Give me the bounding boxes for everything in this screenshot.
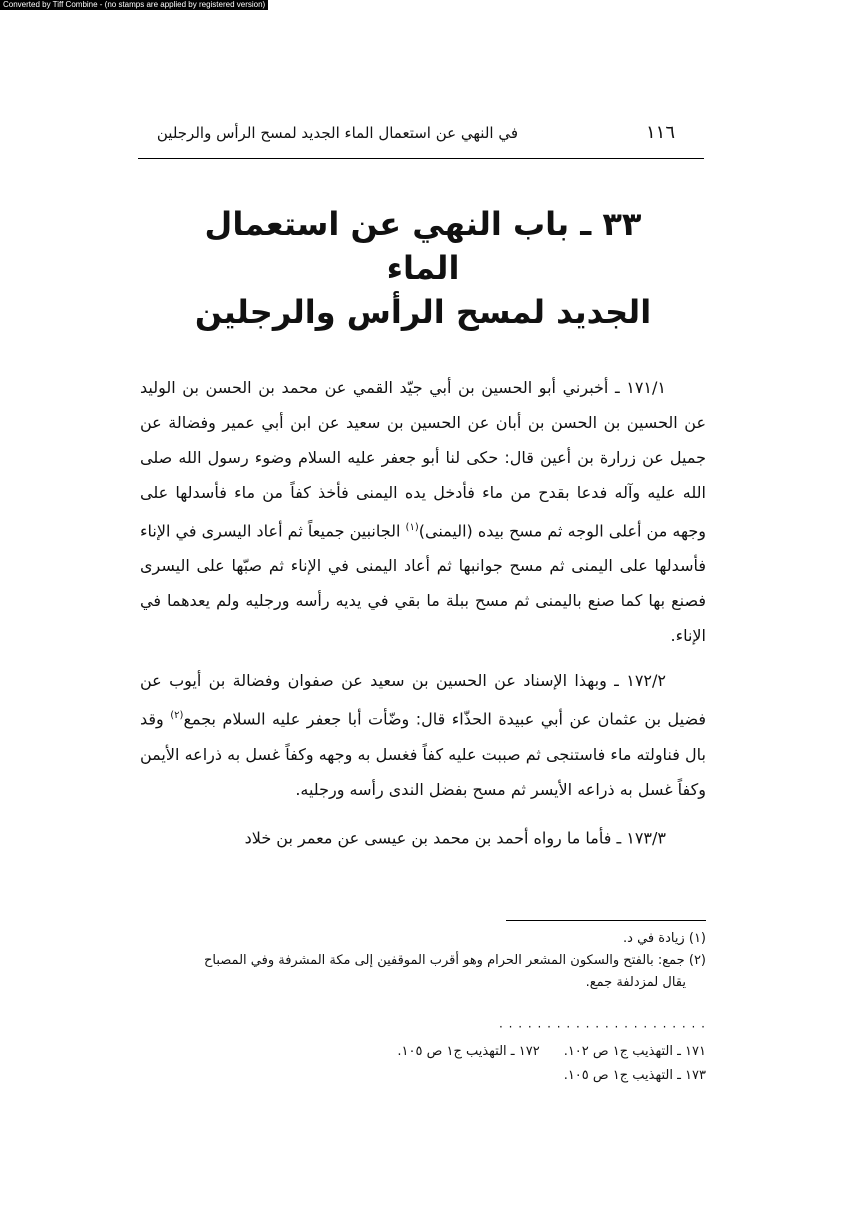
dotted-separator: · · · · · · · · · · · · · · · · · · · · · ·	[498, 1020, 706, 1034]
page-number: ١١٦	[646, 122, 676, 143]
footnote-item	[140, 928, 706, 950]
source-line	[300, 1064, 706, 1088]
footnote-item	[140, 950, 706, 972]
footnote-text: زيادة في د.	[623, 931, 685, 946]
footnote-marker: (١)	[405, 522, 419, 533]
hadith-text: ١٧٣/٣ ـ فأما ما رواه أحمد بن محمد بن عيسى عن معمر بن خلاد	[244, 827, 666, 847]
footnote-number: (٢)	[688, 953, 706, 968]
hadith-paragraph	[140, 663, 706, 806]
footnote-continuation: يقال لمزدلفة جمع.	[585, 975, 686, 990]
header-divider	[138, 158, 704, 159]
chapter-title-line-1: ٣٣ ـ باب النهي عن استعمال الماء	[204, 205, 642, 287]
main-text	[140, 370, 706, 865]
hadith-paragraph	[140, 370, 706, 653]
conversion-watermark: Converted by Tiff Combine - (no stamps are applied by registered version)	[0, 0, 268, 10]
footnote-text: جمع: بالفتح والسكون المشعر الحرام وهو أقرب الموقفين إلى مكة المشرفة وفي المصباح	[204, 953, 685, 968]
source-references	[300, 1040, 706, 1088]
hadith-paragraph	[140, 817, 706, 855]
source-ref: ١٧٣ ـ التهذيب ج١ ص ١٠٥.	[563, 1068, 706, 1083]
hadith-text: ١٧١/١ ـ أخبرني أبو الحسين بن أبي جيّد القمي عن محمد بن الحسن بن الوليد عن الحسين بن الحسن بن أبان عن الحسين بن سعيد عن ابن أبي عمير وفضالة عن جميل عن زرارة بن أعين قال: حكى لنا أبو جعفر عليه السلام وضوء رسول الله صلى الله عليه وآله فدعا بقدح من ماء فأدخل يده اليمنى فأخذ كفاً من ماء فأسدلها على وجهه من أعلى الوجه ثم مسح بيده (اليمنى)	[140, 378, 707, 541]
hadith-text-continued: الجانبين جميعاً ثم أعاد اليسرى في الإناء فأسدلها على اليمنى ثم مسح جوانبها ثم أعاد اليمنى في الإناء ثم صبّها على اليسرى فصنع بها كما صنع باليمنى ثم مسح ببلة ما بقي في يديه رأسه ورجليه ولم يعدهما في الإناء.	[140, 521, 706, 646]
chapter-title-line-2: الجديد لمسح الرأس والرجلين	[194, 293, 652, 331]
footnote-number: (١)	[688, 931, 706, 946]
hadith-text: ١٧٢/٢ ـ وبهذا الإسناد عن الحسين بن سعيد عن صفوان وفضالة بن أيوب عن فضيل بن عثمان عن أبي عبيدة الحذّاء قال: وضّأت أبا جعفر عليه السلام بجمع	[140, 671, 706, 729]
source-line	[300, 1040, 706, 1064]
footnote-marker: (٢)	[170, 710, 184, 722]
footnote-divider	[506, 920, 706, 921]
source-ref: ١٧٢ ـ التهذيب ج١ ص ١٠٥.	[397, 1044, 540, 1059]
footnotes	[140, 928, 706, 994]
chapter-title	[180, 202, 666, 334]
running-title: في النهي عن استعمال الماء الجديد لمسح الرأس والرجلين	[156, 124, 518, 142]
hadith-text-continued: وقد بال فناولته ماء فاستنجى ثم صببت عليه كفاً فغسل به وجهه وكفاً غسل به ذراعه الأيمن وكفاً غسل به ذراعه الأيسر ثم مسح بفضل الندى رأسه ورجليه.	[140, 709, 706, 799]
source-ref: ١٧١ ـ التهذيب ج١ ص ١٠٢.	[563, 1044, 706, 1059]
